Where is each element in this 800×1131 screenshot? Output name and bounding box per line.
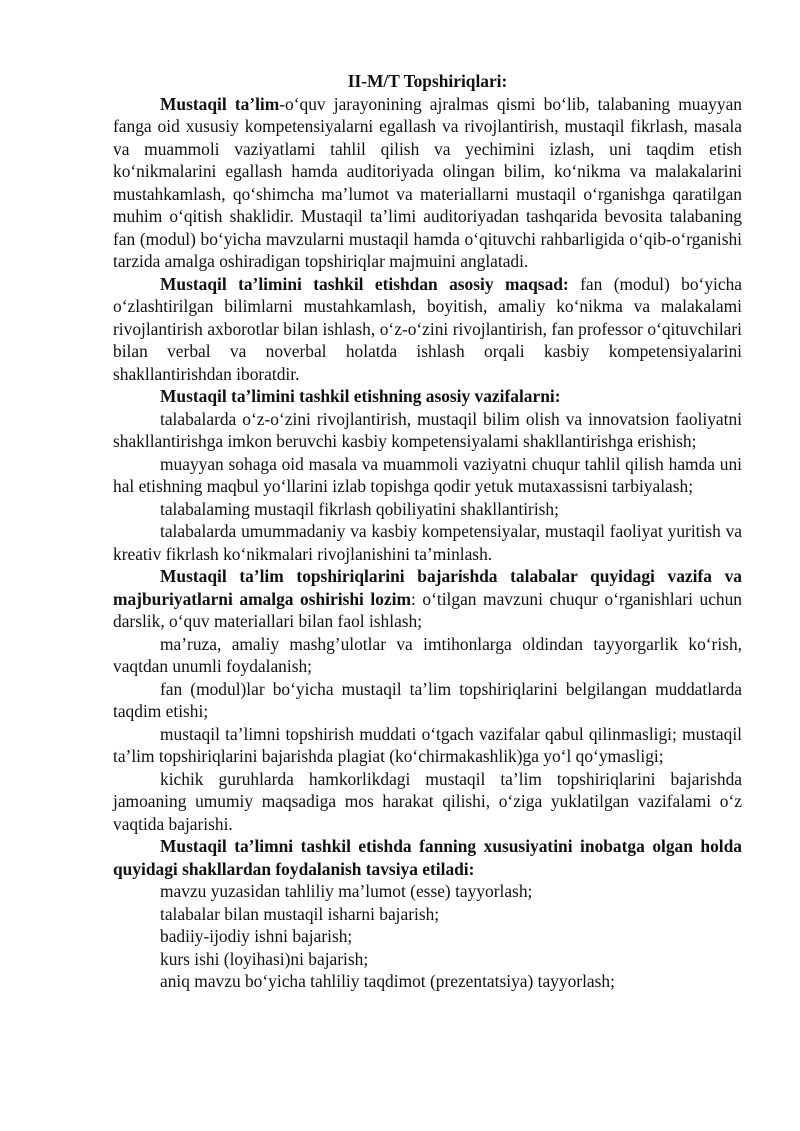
obligations-heading: Mustaqil ta’lim topshiriqlarini bajarishda talabalar quyidagi vazifa va majburiyatlarni amalga oshirishi lozim xyxy=(113,566,742,609)
form-item: mavzu yuzasidan tahliliy ma’lumot (esse) tayyorlash; xyxy=(160,881,533,901)
paragraph-obligations xyxy=(113,565,742,633)
forms-heading: Mustaqil ta’limni tashkil etishda fanning xususiyatini inobatga olgan holda quyidagi shakllardan foydalanish tavsiya etiladi: xyxy=(113,836,742,879)
duty-item: fan (modul)lar bo‘yicha mustaqil ta’lim topshiriqlarini belgilangan muddatlarda taqdim etishi; xyxy=(113,678,742,721)
form-item: kurs ishi (loyihasi)ni bajarish; xyxy=(160,948,369,969)
goal-text: fan (modul) bo‘yicha o‘zlashtirilgan bilimlarni mustahkamlash, boyitish, amaliy ko‘nikma va malakalami rivojlantirish axborotlar bilan ishlash, o‘z-o‘zini rivojlantirish, fan professor o‘qituvchilari bilan verbal va noverbal holatda ishlash orqali kasbiy kompetensiyalarini shakllantirishdan iboratdir. xyxy=(113,273,742,384)
goal-heading: Mustaqil ta’limini tashkil etishdan asosiy maqsad: xyxy=(160,273,569,294)
duty-item: mustaqil ta’limni topshirish muddati o‘tgach vazifalar qabul qilinmasligi; mustaqil ta’lim topshiriqlarini bajarishda plagiat (ko‘chirmakashlik)ga yo‘l qo‘ymasligi; xyxy=(113,723,742,766)
task-item: talabalarda umummadaniy va kasbiy kompetensiyalar, mustaqil faoliyat yuritish va kreativ fikrlash ko‘nikmalari rivojlanishini ta’minlash. xyxy=(113,521,742,564)
task-item: talabalarda o‘z-o‘zini rivojlantirish, mustaqil bilim olish va innovatsion faoliyatni shakllantirishga imkon beruvchi kasbiy kompetensiyalami shakllantirishga erishish; xyxy=(113,408,742,451)
document-page xyxy=(113,70,742,993)
paragraph-goal xyxy=(113,273,742,386)
task-item: talabalaming mustaqil fikrlash qobiliyatini shakllantirish; xyxy=(160,498,559,519)
obligations-text: : o‘tilgan mavzuni chuqur o‘rganishlari uchun darslik, o‘quv materiallari bilan faol ishlash; xyxy=(113,588,742,631)
form-item: badiiy-ijodiy ishni bajarish; xyxy=(160,926,353,946)
paragraph-definition xyxy=(113,93,742,273)
definition-text: -o‘quv jarayonining ajralmas qismi bo‘lib, talabaning muayyan fanga oid xususiy kompetensiyalarni egallash va rivojlantirish, mustaqil fikrlash, masala va muammoli vaziyatlami tahlil qilish va yechimini izlash, uni taqdim etish ko‘nikmalarini egallash hamda auditoriyada olingan bilim, ko‘nikma va malakalarini mustahkamlash, qo‘shimcha ma’lumot va materiallarni mustaqil o‘rganishga qaratilgan muhim o‘qitish shaklidir. Mustaqil ta’limi auditoriyadan tashqarida bevosita talabaning fan (modul) bo‘yicha mavzularni mustaqil hamda o‘qituvchi rahbarligida o‘qib-o‘rganishi tarzida amalga oshiradigan topshiriqlar majmuini anglatadi. xyxy=(113,93,742,271)
definition-term: Mustaqil ta’lim xyxy=(160,93,280,114)
form-item: talabalar bilan mustaqil isharni bajarish; xyxy=(160,903,440,924)
tasks-heading: Mustaqil ta’limini tashkil etishning asosiy vazifalarni: xyxy=(160,386,561,406)
duty-item: kichik guruhlarda hamkorlikdagi mustaqil ta’lim topshiriqlarini bajarishda jamoaning umumiy maqsadiga mos harakat qilishi, o‘ziga yuklatilgan vazifalami o‘z vaqtida bajarishi. xyxy=(113,768,742,834)
task-item: muayyan sohaga oid masala va muammoli vaziyatni chuqur tahlil qilish hamda uni hal etishning maqbul yo‘llarini izlab topishga qodir yetuk mutaxassisni tarbiyalash; xyxy=(113,453,742,496)
duty-item: ma’ruza, amaliy mashg’ulotlar va imtihonlarga oldindan tayyorgarlik ko‘rish, vaqtdan unumli foydalanish; xyxy=(113,633,742,676)
page-title: II-M/T Topshiriqlari: xyxy=(347,71,508,91)
form-item: aniq mavzu bo‘yicha tahliliy taqdimot (prezentatsiya) tayyorlash; xyxy=(160,971,615,991)
